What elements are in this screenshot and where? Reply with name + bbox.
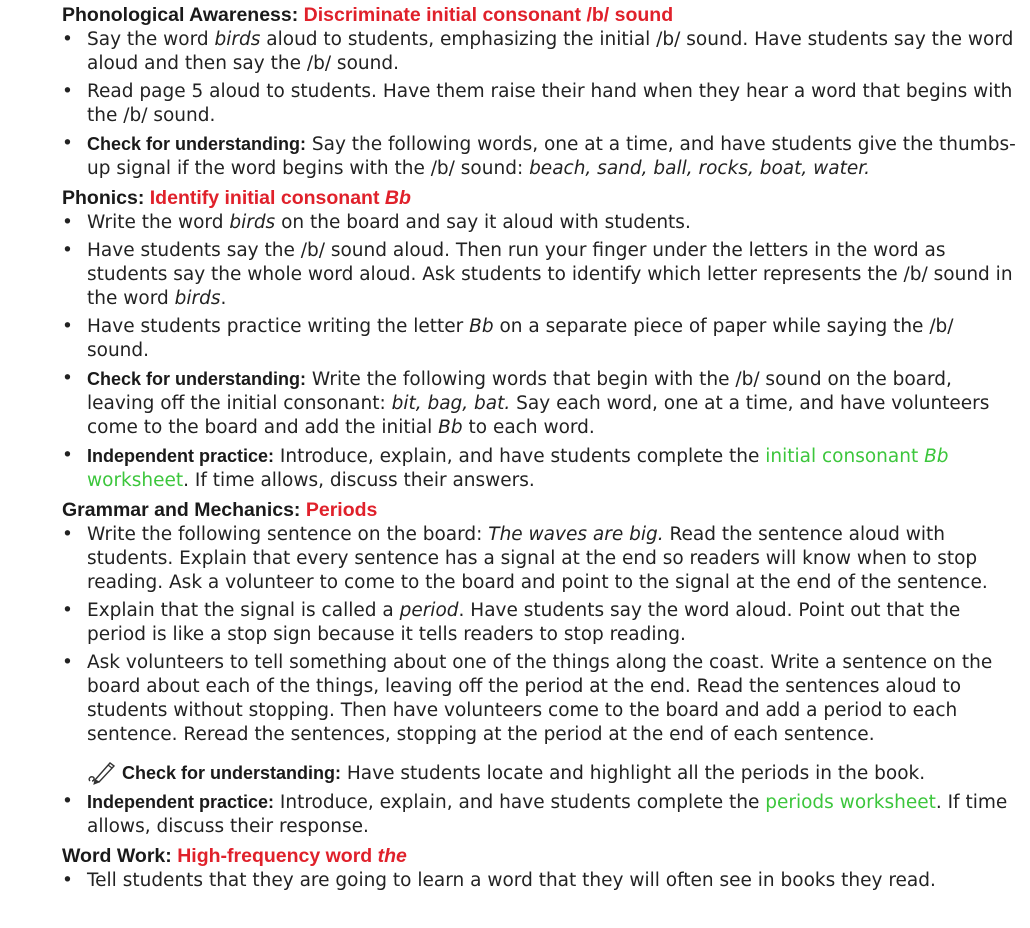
bullet-icon: • [62, 368, 73, 389]
list-item: • Write the word birds on the board and say it aloud with students. [62, 212, 691, 233]
section-heading: Grammar and Mechanics: Periods [62, 499, 378, 521]
bullet-icon: • [62, 870, 73, 891]
section-grammar-mechanics [62, 497, 1016, 839]
list-item: • Have students practice writing the letter Bb on a separate piece of paper while saying the /b/ sound. [62, 316, 954, 361]
list-item: • Write the following sentence on the board: The waves are big. Read the sentence aloud with students. Explain that every sentence has a signal at the end so readers will know when to stop reading. Ask a volunteer to come to the board and point to the signal at the end of the sentence. [62, 524, 988, 593]
initial-consonant-worksheet-link[interactable]: initial consonant Bb worksheet [87, 446, 949, 491]
list-item: Check for understanding: Have students locate and highlight all the periods in the book. [62, 761, 1016, 786]
bullet-list [62, 869, 1016, 893]
check-understanding-label: Check for understanding: [87, 134, 307, 154]
bullet-icon: • [62, 133, 73, 154]
bullet-list [62, 523, 1016, 839]
bullet-icon: • [62, 212, 73, 233]
bullet-list [62, 28, 1016, 181]
bullet-icon: • [62, 652, 73, 673]
list-item: • Tell students that they are going to learn a word that they will often see in books they read. [62, 870, 936, 891]
pencil-icon [87, 759, 117, 785]
section-heading: Phonological Awareness: Discriminate initial consonant /b/ sound [62, 4, 674, 26]
bullet-icon: • [62, 240, 73, 261]
independent-practice-label: Independent practice: [87, 792, 275, 812]
list-item: • Check for understanding: Write the following words that begin with the /b/ sound on the board, leaving off the initial consonant: bit, bag, bat. Say each word, one at a time, and have volunteers come to the board and add the initial Bb to each word. [62, 368, 990, 438]
list-item: • Say the word birds aloud to students, emphasizing the initial /b/ sound. Have students say the word aloud and then say the /b/ sound. [62, 29, 1014, 74]
bullet-icon: • [62, 29, 73, 50]
list-item: • Read page 5 aloud to students. Have them raise their hand when they hear a word that begins with the /b/ sound. [62, 81, 1013, 126]
bullet-list [62, 211, 1016, 493]
section-heading: Word Work: High-frequency word the [62, 845, 407, 867]
bullet-icon: • [62, 316, 73, 337]
section-phonological-awareness [62, 0, 1016, 181]
heading-accent: Discriminate initial consonant /b/ sound [303, 4, 674, 26]
heading-accent: Periods [305, 499, 378, 521]
list-item: • Check for understanding: Say the following words, one at a time, and have students give the thumbs-up signal if the word begins with the /b/ sound: beach, sand, ball, rocks, boat, water. [62, 133, 1016, 179]
heading-accent: Identify initial consonant Bb [149, 187, 411, 209]
list-item: • Independent practice: Introduce, explain, and have students complete the initial consonant Bb worksheet. If time allows, discuss their answers. [62, 445, 949, 491]
heading-accent: High-frequency word the [177, 845, 407, 867]
section-word-work [62, 843, 1016, 893]
check-understanding-label: Check for understanding: [87, 369, 307, 389]
check-understanding-label: Check for understanding: [122, 763, 342, 783]
list-item: • Ask volunteers to tell something about one of the things along the coast. Write a sentence on the board about each of the things, leaving off the period at the end. Read the sentences aloud to students without stopping. Then have volunteers come to the board and add a period to each sentence. Reread the sentences, stopping at the period at the end of each sentence. [62, 652, 993, 745]
bullet-icon: • [62, 791, 73, 812]
section-heading: Phonics: Identify initial consonant Bb [62, 187, 411, 209]
bullet-icon: • [62, 524, 73, 545]
independent-practice-label: Independent practice: [87, 446, 275, 466]
periods-worksheet-link[interactable]: periods worksheet [765, 792, 936, 813]
section-phonics [62, 185, 1016, 493]
bullet-icon: • [62, 600, 73, 621]
list-item: • Explain that the signal is called a period. Have students say the word aloud. Point out that the period is like a stop sign because it tells readers to stop reading. [62, 600, 961, 645]
list-item: • Independent practice: Introduce, explain, and have students complete the periods worksheet. If time allows, discuss their response. [62, 791, 1008, 837]
list-item: • Have students say the /b/ sound aloud. Then run your finger under the letters in the word as students say the whole word aloud. Ask students to identify which letter represents the /b/ sound in the word birds. [62, 240, 1013, 309]
bullet-icon: • [62, 445, 73, 466]
bullet-icon: • [62, 81, 73, 102]
